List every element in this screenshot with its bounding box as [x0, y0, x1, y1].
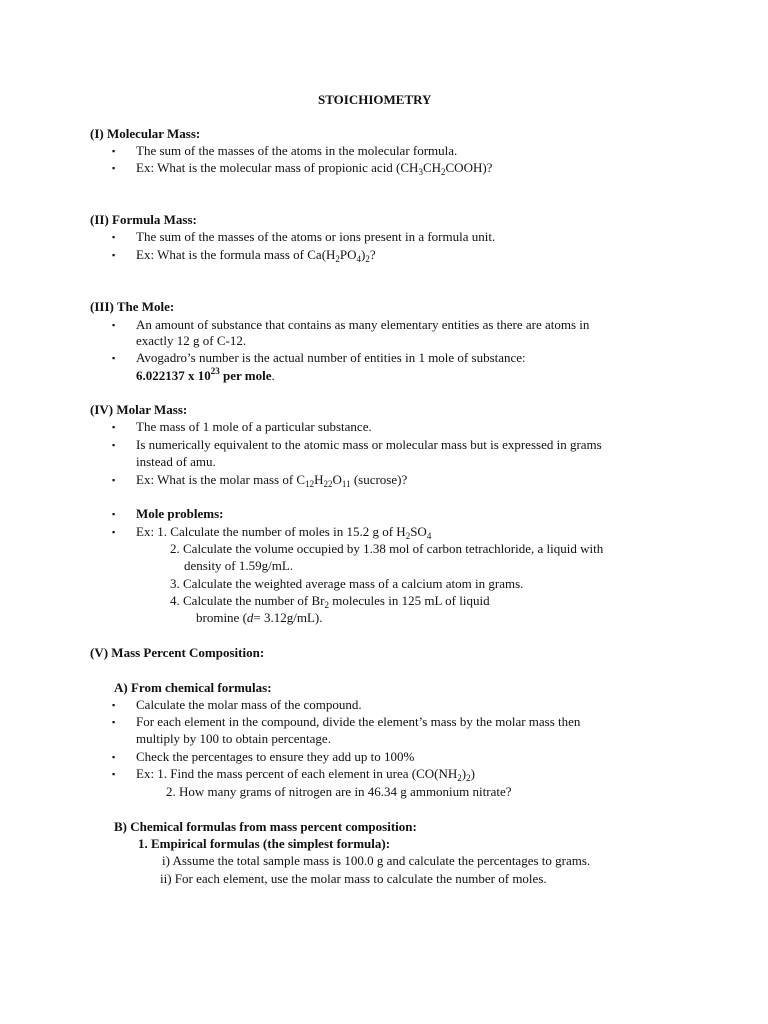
list-item: The sum of the masses of the atoms or ions present in a formula unit.	[136, 229, 496, 244]
section-heading-molecular-mass: (I) Molecular Mass:	[90, 126, 201, 141]
bullet-icon	[112, 247, 115, 263]
problem-item: Ex: 1. Calculate the number of moles in 15.2 g of $H_2SO_4$	[136, 524, 432, 541]
list-item: Ex: What is the formula mass of $Ca(H_2PO_4)_2$?	[136, 247, 376, 264]
bullet-icon	[112, 317, 115, 333]
list-item: The mass of 1 mole of a particular substance.	[136, 419, 372, 434]
bullet-icon	[112, 714, 115, 730]
mole-problems-heading: Mole problems:	[136, 506, 224, 521]
avogadro-number: 6.022137 x $10^{23}$ per mole.	[136, 366, 275, 383]
list-item: Ex: 1. Find the mass percent of each element in urea $(CO(NH_2)_2)$	[136, 766, 475, 783]
list-item-continuation: exactly 12 g of C-12.	[136, 333, 247, 348]
bullet-icon	[112, 160, 115, 176]
list-item: For each element in the compound, divide the element’s mass by the molar mass then	[136, 714, 581, 729]
list-item: An amount of substance that contains as many elementary entities as there are atoms in	[136, 317, 590, 332]
list-item: Check the percentages to ensure they add up to 100%	[136, 749, 415, 764]
list-item: Ex: What is the molar mass of $C_{12}H_{22}O_{11}$ (sucrose)?	[136, 472, 408, 489]
list-item: The sum of the masses of the atoms in the molecular formula.	[136, 143, 458, 158]
bullet-icon	[112, 749, 115, 765]
bullet-icon	[112, 472, 115, 488]
section-heading-formula-mass: (II) Formula Mass:	[90, 212, 197, 227]
problem-item: 4. Calculate the number of $Br_2$ molecules in 125 mL of liquid	[170, 593, 490, 610]
problem-item: 3. Calculate the weighted average mass of a calcium atom in grams.	[170, 576, 524, 591]
list-item: Ex: What is the molecular mass of propionic acid $(CH_3CH_2COOH)$?	[136, 160, 493, 177]
section-heading-molar-mass: (IV) Molar Mass:	[90, 402, 188, 417]
list-item: Avogadro’s number is the actual number of entities in 1 mole of substance:	[136, 350, 526, 365]
bullet-icon	[112, 437, 115, 453]
subsection-heading-from-percent: B) Chemical formulas from mass percent composition:	[114, 819, 417, 834]
problem-item-continuation: density of 1.59g/mL.	[184, 558, 294, 573]
bullet-icon	[112, 350, 115, 366]
list-item: Calculate the molar mass of the compound.	[136, 697, 362, 712]
list-item-continuation: multiply by 100 to obtain percentage.	[136, 731, 331, 746]
section-heading-mass-percent: (V) Mass Percent Composition:	[90, 645, 265, 660]
bullet-icon	[112, 697, 115, 713]
step-item: i) Assume the total sample mass is 100.0 g and calculate the percentages to grams.	[162, 853, 591, 868]
list-item-continuation: 2. How many grams of nitrogen are in 46.34 g ammonium nitrate?	[166, 784, 512, 799]
section-heading-the-mole: (III) The Mole:	[90, 299, 175, 314]
step-item: ii) For each element, use the molar mass to calculate the number of moles.	[160, 871, 547, 886]
bullet-icon	[112, 524, 115, 540]
subsection-heading-from-formulas: A) From chemical formulas:	[114, 680, 272, 695]
list-item-continuation: instead of amu.	[136, 454, 216, 469]
empirical-formulas-heading: 1. Empirical formulas (the simplest formula):	[138, 836, 391, 851]
problem-item: 2. Calculate the volume occupied by 1.38 mol of carbon tetrachloride, a liquid with	[170, 541, 604, 556]
list-item: Is numerically equivalent to the atomic mass or molecular mass but is expressed in grams	[136, 437, 602, 452]
problem-item-continuation: bromine (d= 3.12g/mL).	[196, 610, 323, 625]
document-title: STOICHIOMETRY	[318, 92, 432, 107]
bullet-icon	[112, 506, 115, 522]
bullet-icon	[112, 419, 115, 435]
bullet-icon	[112, 766, 115, 782]
bullet-icon	[112, 229, 115, 245]
bullet-icon	[112, 143, 115, 159]
